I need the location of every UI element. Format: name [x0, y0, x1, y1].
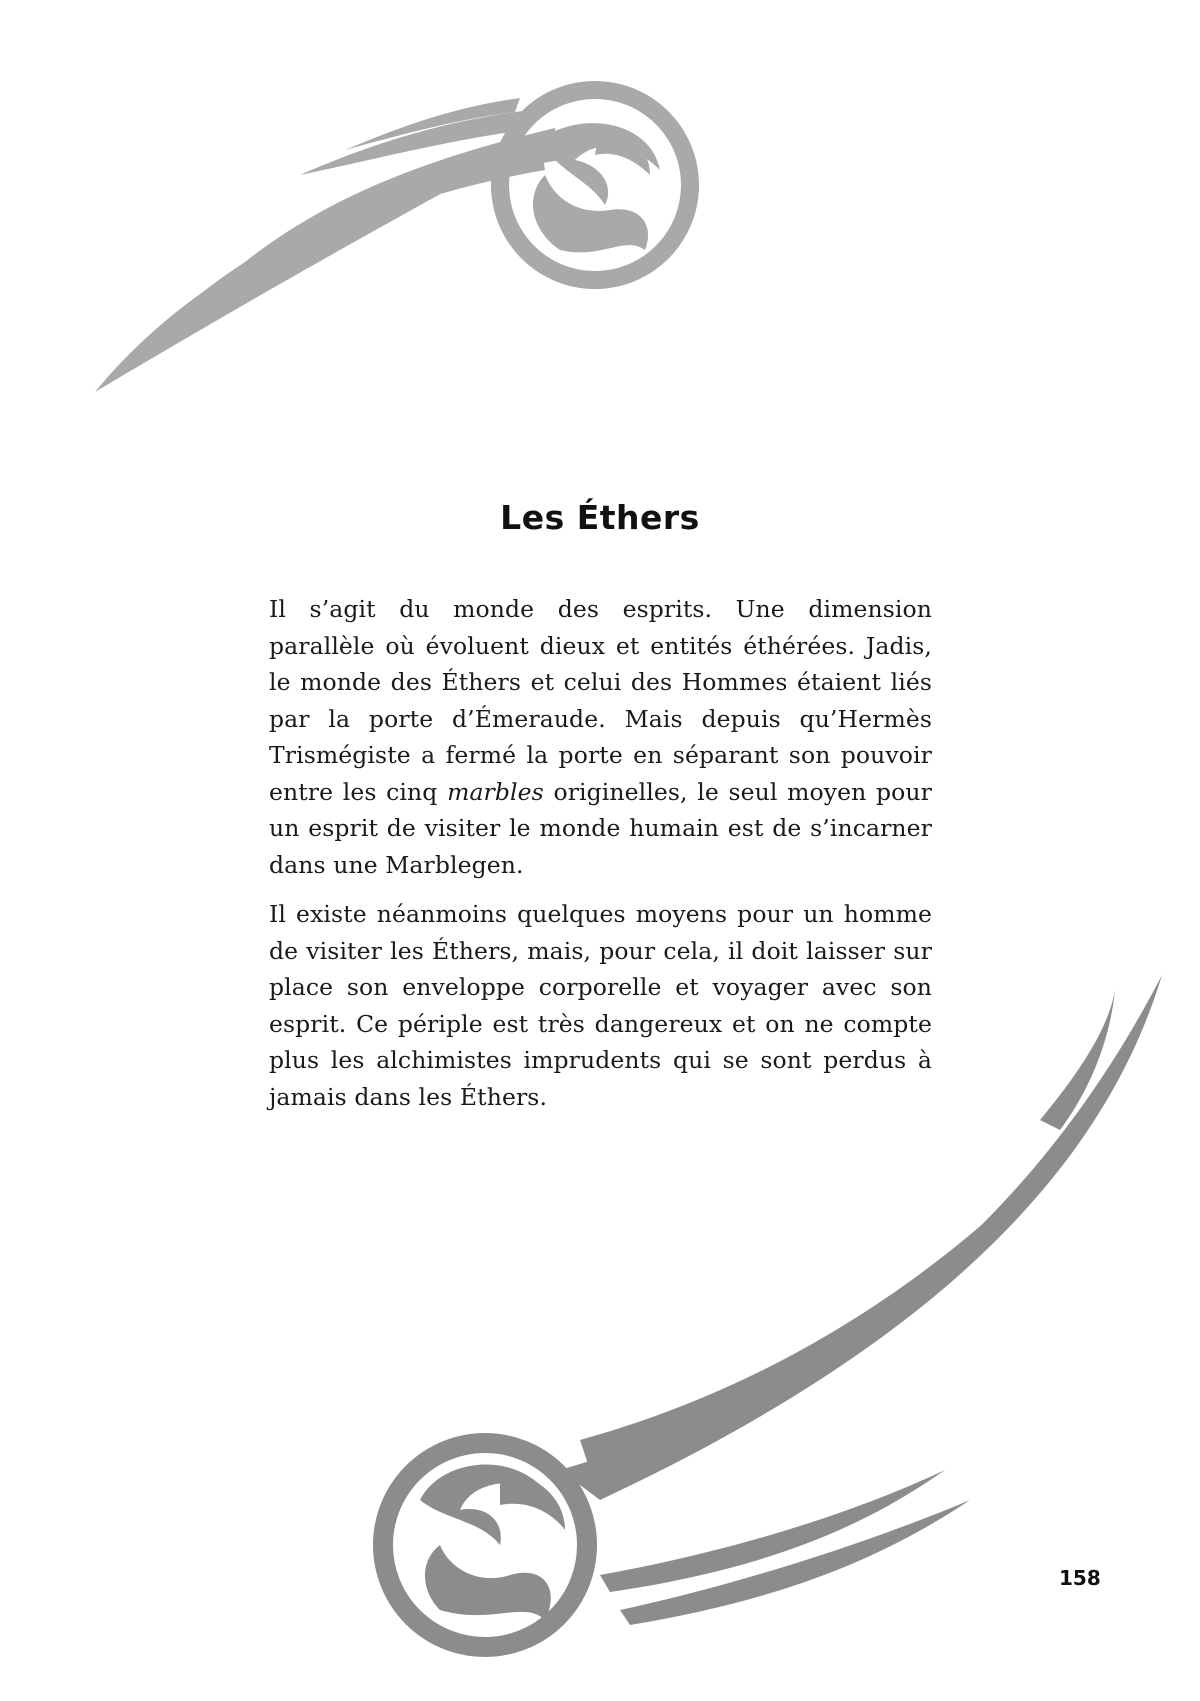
paragraph-1-part-1: Il s’agit du monde des esprits. Une dimension parallèle où évoluent dieux et entités éthérées. Jadis, le monde des Éthers et celui des Hommes étaient liés par la porte d’Émeraude. Mais depuis qu’Hermès Trismégiste a fermé la porte en séparant son pouvoir entre les cinq — [269, 595, 932, 806]
paragraph-1-italic: marbles — [447, 777, 544, 806]
page-title: Les Éthers — [500, 498, 700, 537]
paragraph-1-part-2: originelles, le seul moyen pour un esprit de visiter le monde humain est de s’incarner dans une Marblegen. — [269, 777, 932, 879]
top-comet-icon — [95, 90, 690, 392]
page-number: 158 — [1059, 1566, 1101, 1590]
paragraph-2: Il existe néanmoins quelques moyens pour un homme de visiter les Éthers, mais, pour cela, il doit laisser sur place son enveloppe corporelle et voyager avec son esprit. Ce périple est très dangereux et on ne compte plus les alchimistes imprudents qui se sont perdus à jamais dans les Éthers. — [269, 900, 932, 1111]
body-text — [269, 591, 932, 1128]
paragraph-1 — [269, 591, 932, 883]
